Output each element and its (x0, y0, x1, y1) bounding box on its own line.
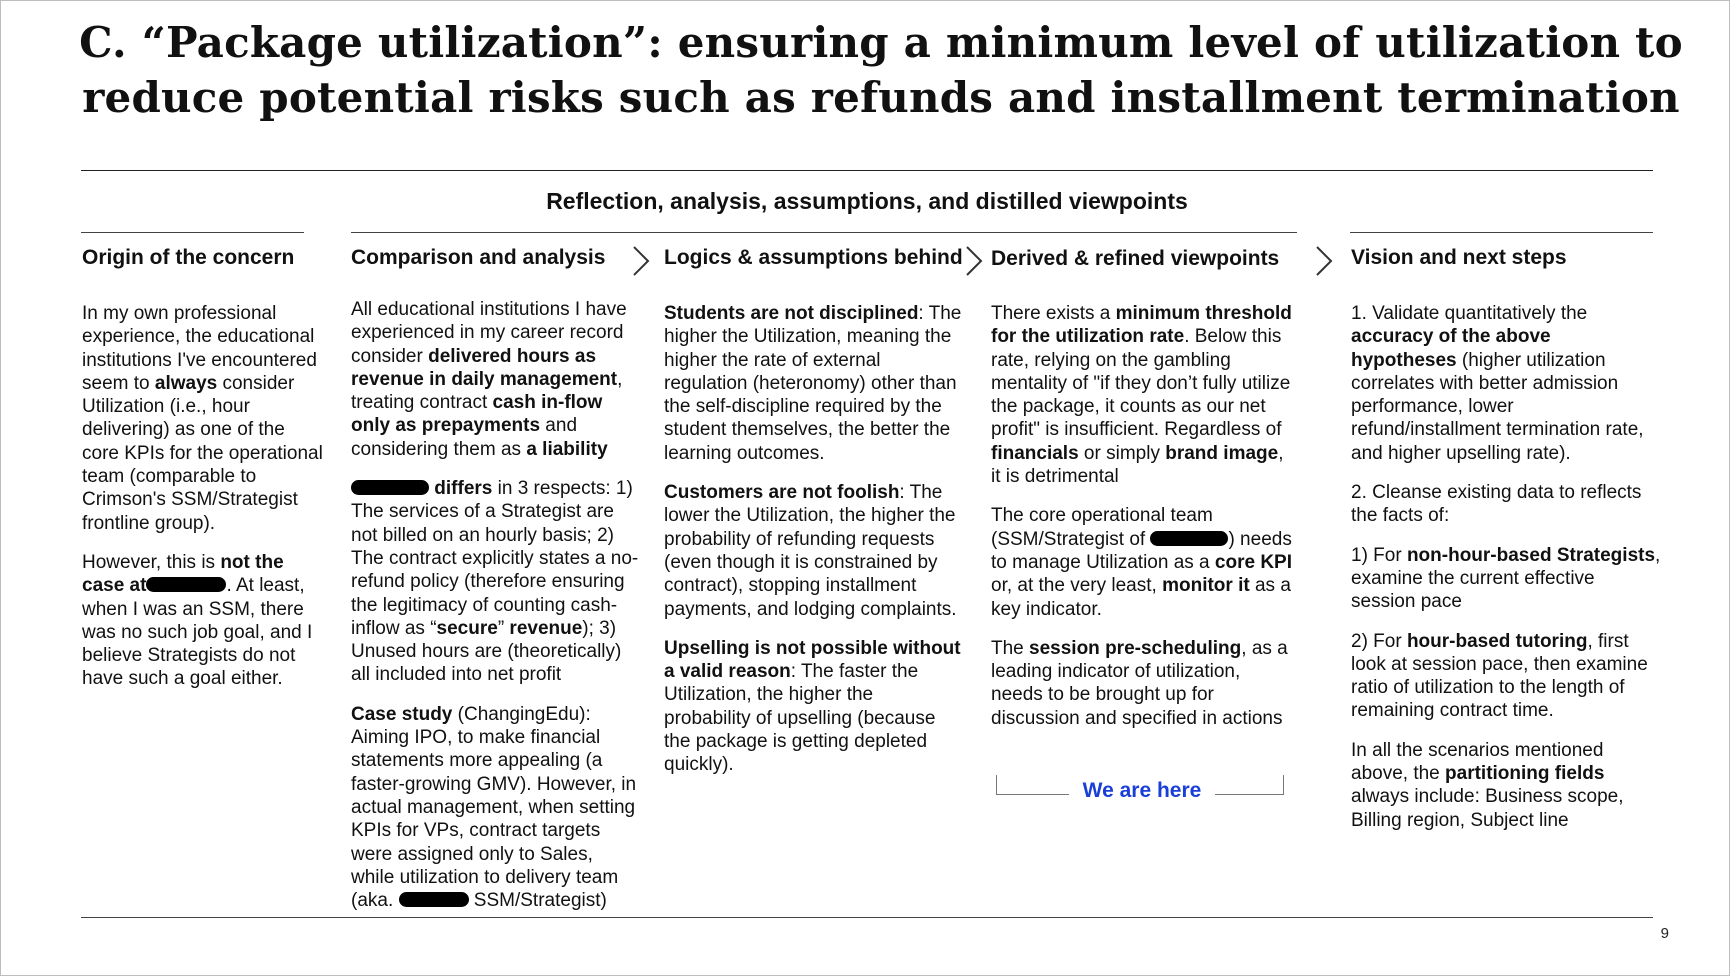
title-divider (81, 170, 1653, 171)
text: . Below this rate, relying on the gambling mentality of "if they don’t fully utilize the package, it counts as our net profit" is insufficient. Regardless of (991, 326, 1291, 441)
text: in 3 respects: 1) The services of a Strategist are not billed on an hourly basis; 2) The contract explicitly states a no-refund policy (therefore ensuring the legitimacy of counting cash-inflow as “ (351, 478, 639, 639)
bold-text: monitor it (1162, 575, 1250, 597)
bold-text: hour-based tutoring (1406, 630, 1588, 652)
column-body-vision (1351, 302, 1661, 848)
col1-top-rule (81, 232, 304, 233)
redaction-bar (399, 892, 469, 907)
paragraph (991, 637, 1297, 730)
text: and considering them as (351, 415, 578, 460)
text: All educational institutions I have experienced in my career record consider (351, 299, 627, 367)
bold-text: Students are not disciplined (664, 303, 919, 324)
bold-text: not the case at (82, 551, 284, 597)
text: The core operational team (SSM/Strategist of (991, 505, 1213, 550)
paragraph (991, 504, 1297, 620)
bold-text: a liability (526, 438, 608, 460)
paragraph (82, 551, 326, 691)
paragraph (1351, 302, 1661, 465)
footer-divider (81, 917, 1653, 918)
paragraph (351, 298, 641, 461)
redaction-bar (351, 480, 429, 495)
column-body-derived (991, 302, 1297, 746)
bold-text: financials (991, 442, 1079, 464)
text: ); 3) Unused hours are (theoretically) all included into net profit (351, 617, 622, 686)
text: 1) For (1351, 544, 1407, 566)
bold-text: non-hour-based Strategists (1406, 544, 1656, 566)
paragraph (1351, 481, 1661, 528)
text: ) needs to manage Utilization as a (991, 528, 1292, 573)
slide-title: C. “Package utilization”: ensuring a minimum level of utilization to reduce potential risks such as refunds and installment termination (79, 18, 1683, 122)
paragraph (991, 302, 1297, 488)
bold-text: session pre-scheduling (1029, 637, 1242, 659)
paragraph (664, 481, 964, 621)
paragraph (664, 302, 964, 465)
text: There exists a (991, 303, 1116, 324)
bold-text: partitioning fields (1445, 763, 1605, 785)
text: SSM/Strategist) (468, 890, 607, 912)
paragraph (1351, 630, 1661, 723)
cols2-4-top-rule (351, 232, 1297, 233)
text: 2. Cleanse existing data to reflects the facts of: (1351, 482, 1642, 527)
col5-top-rule (1350, 232, 1653, 233)
text: : The lower the Utilization, the higher the probability of refunding requests (even though it is constrained by contract), stopping installment payments, and lodging complaints. (664, 482, 957, 620)
column-heading-logics: Logics & assumptions behind (664, 246, 963, 269)
text: (ChangingEdu): Aiming IPO, to make financial statements more appealing (a faster-growing GMV). However, in actual management, when setting KPIs for VPs, contract targets were assigned only to Sales, while utilization to delivery team (aka. (351, 703, 637, 912)
bold-text: secure (436, 617, 498, 639)
redaction-bar (146, 577, 226, 592)
text: , it is detrimental (991, 442, 1284, 488)
text: : The faster the Utilization, the higher the probability of upselling (because the package is getting depleted quickly). (664, 661, 936, 776)
text: , treating contract (351, 368, 623, 414)
text: or, at the very least, (991, 575, 1163, 597)
paragraph (664, 637, 964, 777)
paragraph (1351, 739, 1661, 832)
text: , first look at session pace, then examine ratio of utilization to the length of remaining contract time. (1351, 630, 1648, 722)
bold-text: accuracy of the above hypotheses (1351, 326, 1551, 371)
column-body-logics (664, 302, 964, 793)
text: : The higher the Utilization, meaning the higher the rate of external regulation (heteronomy) other than the self-discipline required by the student themselves, the better the learning outcomes. (664, 303, 962, 464)
bold-text: always (154, 372, 218, 394)
bold-text: minimum threshold for the utilization rate (991, 303, 1292, 348)
text: In my own professional experience, the educational institutions I've encountered seem to (82, 303, 317, 394)
text: ” (497, 617, 510, 639)
paragraph (82, 302, 326, 535)
bold-text: Upselling is not possible without a valid reason (664, 637, 961, 683)
column-heading-derived: Derived & refined viewpoints (991, 247, 1280, 270)
bold-text: delivered hours as revenue in daily management (351, 345, 618, 390)
paragraph (351, 703, 641, 913)
paragraph (351, 477, 641, 687)
text: , examine the current effective session pace (1351, 544, 1661, 613)
bold-text: Case study (351, 703, 453, 725)
column-body-origin (82, 302, 326, 707)
column-heading-vision: Vision and next steps (1351, 246, 1567, 269)
column-heading-comparison: Comparison and analysis (351, 246, 606, 269)
text: or simply (1078, 442, 1166, 464)
column-heading-origin: Origin of the concern (82, 246, 295, 269)
text: consider Utilization (i.e., hour delivering) as one of the core KPIs for the operational team (comparable to Crimson's SSM/Strategist frontline group). (82, 372, 323, 534)
bold-text: core KPI (1214, 551, 1292, 573)
text: , as a leading indicator of utilization, needs to be brought up for discussion and specified in actions (991, 637, 1288, 729)
chevron-right-icon (961, 243, 987, 279)
text: always include: Business scope, Billing region, Subject line (1351, 786, 1624, 831)
text: The (991, 637, 1030, 659)
text: However, this is (82, 551, 221, 573)
bold-text: Customers are not foolish (664, 482, 900, 504)
paragraph (1351, 544, 1661, 614)
we-are-here-label: We are here (1069, 779, 1215, 803)
bold-text: brand image (1165, 442, 1279, 464)
text: 2) For (1351, 630, 1407, 652)
text: 1. Validate quantitatively the (1351, 303, 1588, 324)
column-body-comparison (351, 298, 641, 928)
text: In all the scenarios mentioned above, the (1351, 739, 1604, 785)
text: . At least, when I was an SSM, there was no such job goal, and I believe Strategists do not have such a goal either. (82, 575, 313, 690)
text: (higher utilization correlates with better admission performance, lower refund/installment termination rate, and higher upselling rate). (1351, 349, 1644, 464)
chevron-right-icon (1311, 243, 1337, 279)
page-number: 9 (1660, 925, 1669, 942)
chevron-right-icon (628, 243, 654, 279)
text: as a key indicator. (991, 575, 1291, 620)
redaction-bar (1150, 531, 1228, 546)
bold-text: differs (429, 478, 493, 500)
bold-text: cash in-flow only as prepayments (351, 392, 603, 437)
bold-text: revenue (509, 617, 583, 639)
section-subheader: Reflection, analysis, assumptions, and distilled viewpoints (546, 188, 1188, 214)
